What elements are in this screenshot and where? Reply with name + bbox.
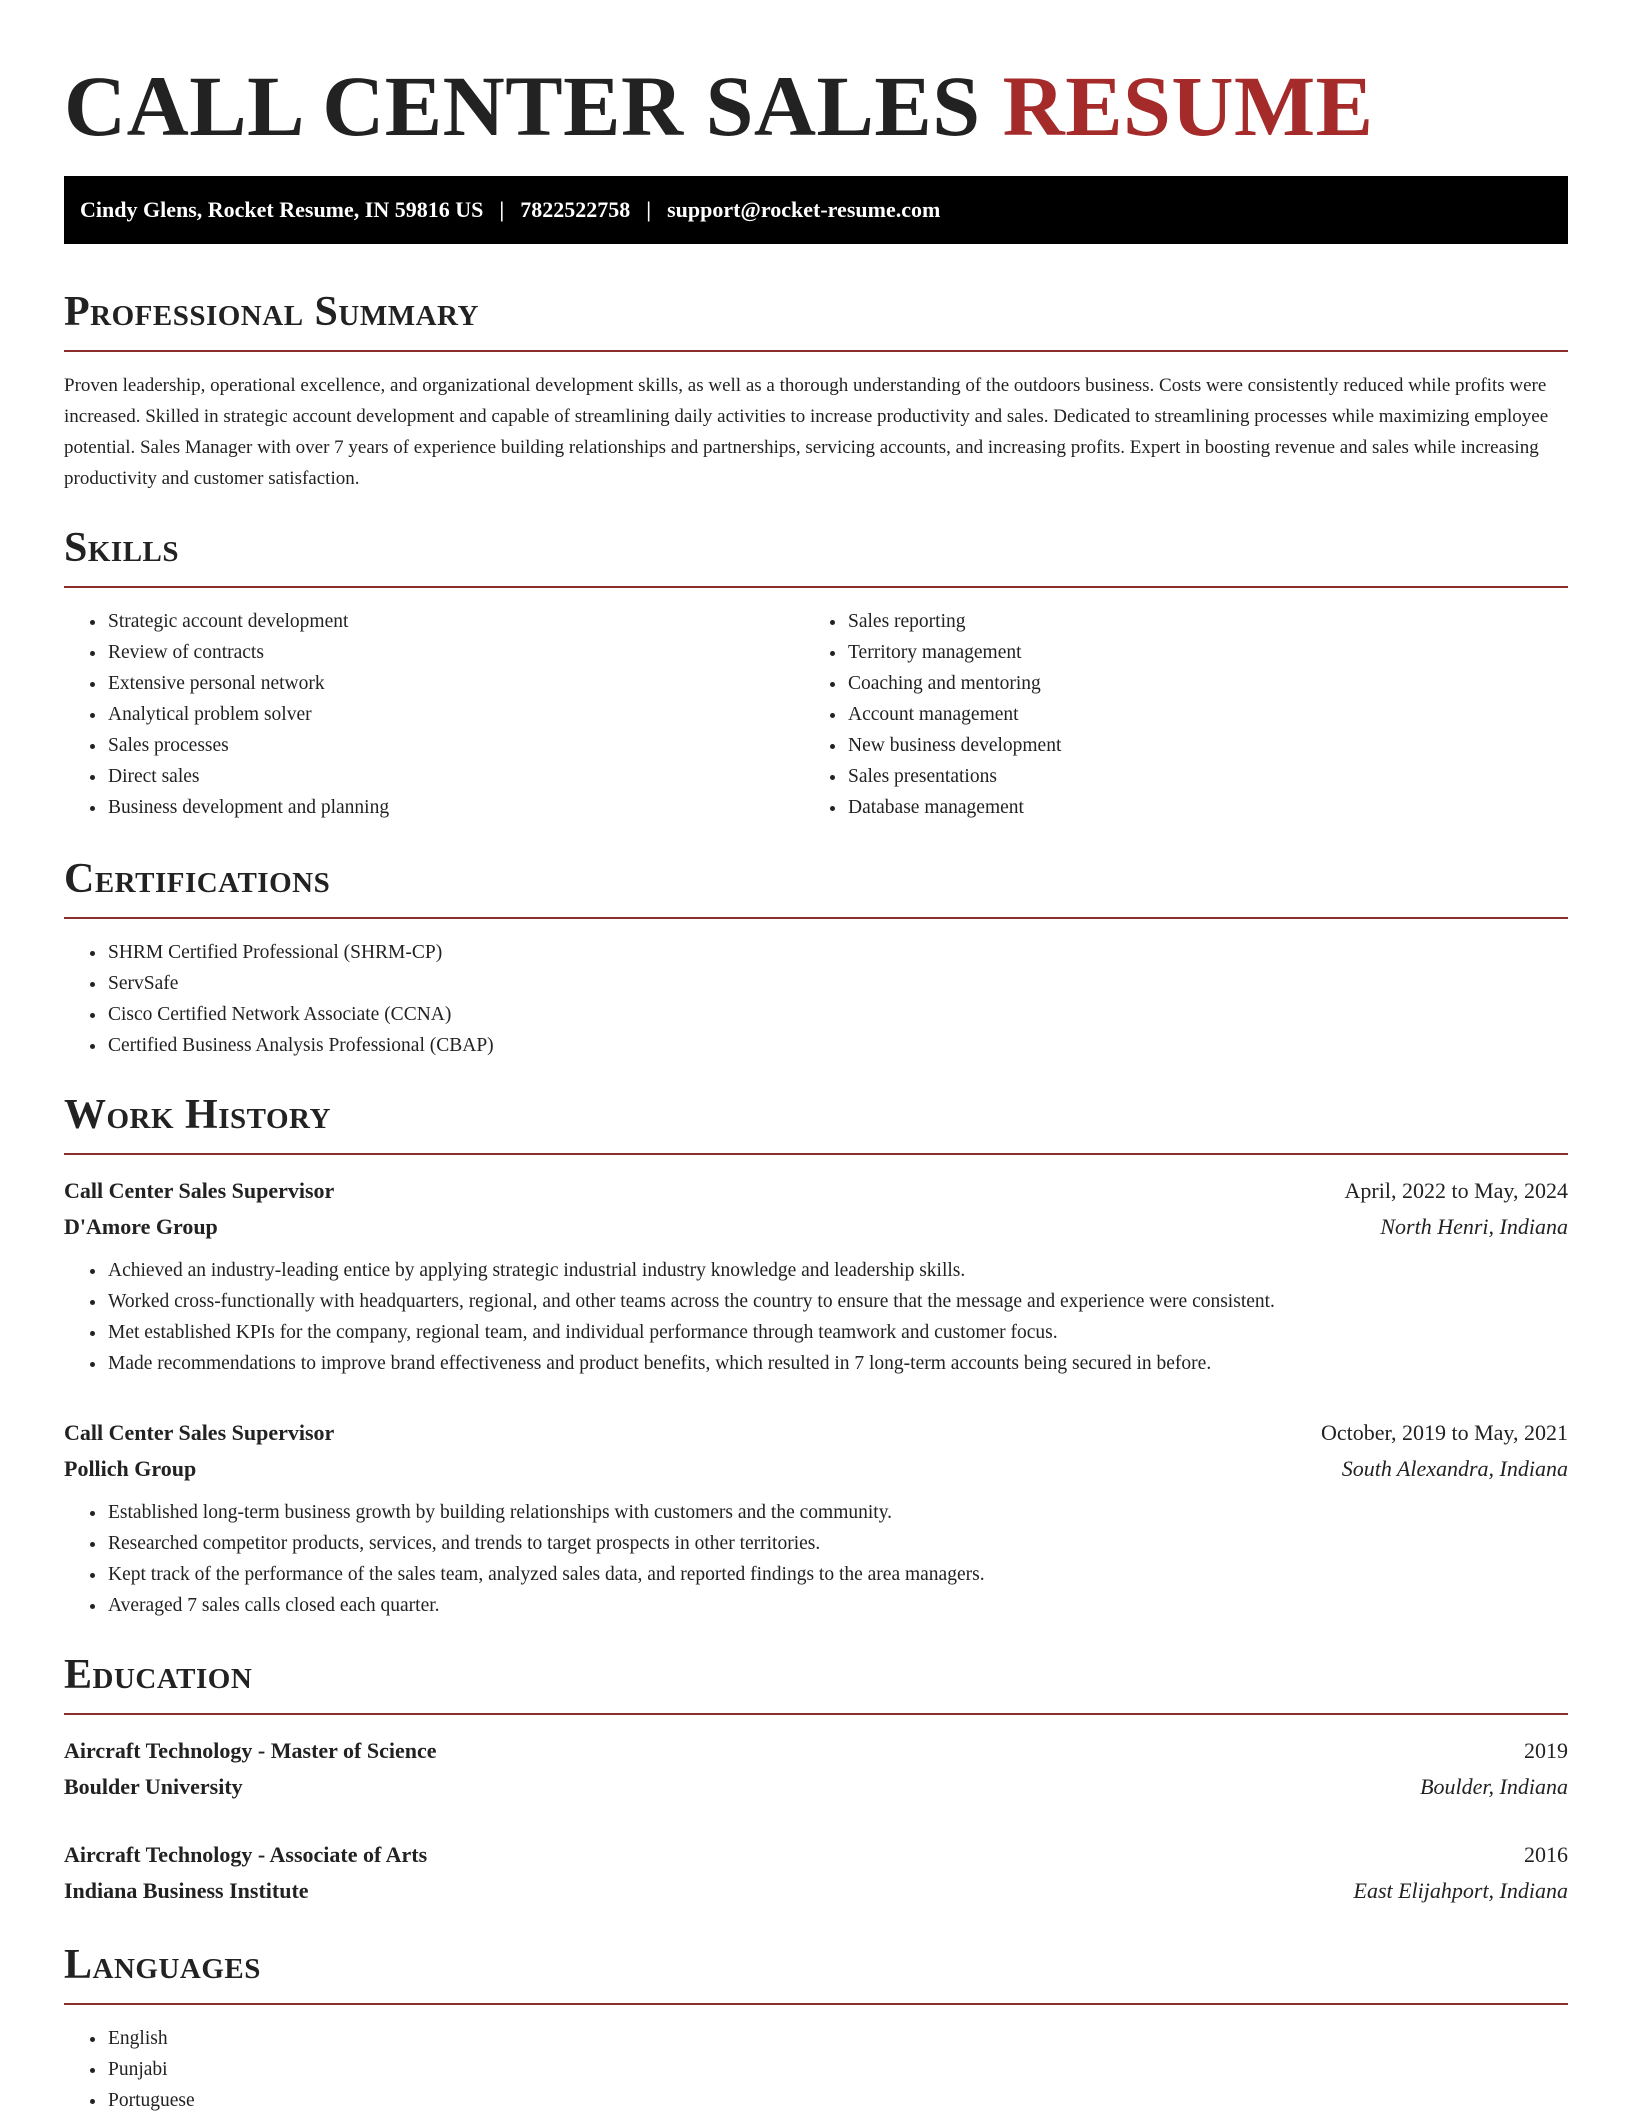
education-school: Boulder University	[64, 1774, 243, 1799]
skills-list-left	[64, 606, 804, 823]
job-location: North Henri, Indiana	[1380, 1214, 1568, 1239]
skill-item: • Sales reporting	[847, 606, 1568, 637]
work-history-section	[64, 1091, 1568, 1621]
summary-section	[64, 288, 1568, 494]
job-bullet: • Researched competitor products, services, and trends to target prospects in other territories.	[107, 1528, 1568, 1559]
job-company: D'Amore Group	[64, 1214, 218, 1239]
summary-text: Proven leadership, operational excellence, and organizational development skills, as well as a thorough understanding of the outdoors business. Costs were consistently reduced while profits were increased. Skilled in strategic account development and capable of streamlining daily activities to increase productivity and sales. Dedicated to streamlining processes while maximizing employee potential. Sales Manager with over 7 years of experience building relationships and partnerships, servicing accounts, and increasing profits. Expert in boosting revenue and sales while increasing productivity and customer satisfaction.	[64, 375, 1549, 489]
language-item: • Punjabi	[107, 2054, 1568, 2085]
skills-heading: Skills	[64, 525, 180, 571]
education-school: Indiana Business Institute	[64, 1878, 309, 1903]
job-bullets	[64, 1255, 1568, 1379]
job-entry	[64, 1415, 1568, 1621]
language-item: • English	[107, 2023, 1568, 2054]
title-main: CALL CENTER SALES	[64, 58, 981, 154]
job-bullet: • Met established KPIs for the company, regional team, and individual performance through teamwork and customer focus.	[107, 1317, 1568, 1348]
job-company: Pollich Group	[64, 1456, 197, 1481]
job-dates: April, 2022 to May, 2024	[1344, 1178, 1568, 1203]
skill-item: • Database management	[847, 792, 1568, 823]
skill-item: • New business development	[847, 730, 1568, 761]
certifications-list	[64, 937, 1568, 1061]
skill-item: • Review of contracts	[107, 637, 804, 668]
education-school-row	[64, 1873, 1568, 1909]
skill-item: • Territory management	[847, 637, 1568, 668]
contact-separator: |	[499, 197, 505, 222]
education-entry	[64, 1733, 1568, 1805]
education-location: East Elijahport, Indiana	[1353, 1878, 1568, 1903]
education-section	[64, 1651, 1568, 1909]
skills-section	[64, 524, 1568, 823]
education-location: Boulder, Indiana	[1420, 1774, 1568, 1799]
resume-title	[64, 0, 1568, 156]
certification-item: • SHRM Certified Professional (SHRM-CP)	[107, 937, 1568, 968]
job-bullet: • Averaged 7 sales calls closed each quarter.	[107, 1590, 1568, 1621]
summary-heading: Professional Summary	[64, 289, 479, 335]
job-title: Call Center Sales Supervisor	[64, 1178, 335, 1203]
contact-address: Cindy Glens, Rocket Resume, IN 59816 US	[80, 197, 484, 222]
languages-heading: Languages	[64, 1942, 261, 1988]
work-history-heading: Work History	[64, 1092, 331, 1138]
title-accent: RESUME	[1002, 58, 1374, 154]
contact-phone: 7822522758	[520, 197, 631, 222]
skill-item: • Strategic account development	[107, 606, 804, 637]
education-degree-row	[64, 1837, 1568, 1873]
education-degree: Aircraft Technology - Master of Science	[64, 1738, 437, 1763]
certifications-section	[64, 855, 1568, 1061]
certification-item: • ServSafe	[107, 968, 1568, 999]
job-entry	[64, 1173, 1568, 1379]
job-bullets	[64, 1497, 1568, 1621]
skill-item: • Analytical problem solver	[107, 699, 804, 730]
section-divider	[64, 2003, 1568, 2005]
skills-grid	[64, 606, 1568, 823]
section-divider	[64, 1713, 1568, 1715]
education-heading: Education	[64, 1652, 253, 1698]
job-dates: October, 2019 to May, 2021	[1321, 1420, 1568, 1445]
certifications-heading: Certifications	[64, 856, 331, 902]
skill-item: • Sales presentations	[847, 761, 1568, 792]
job-header-row	[64, 1415, 1568, 1451]
education-school-row	[64, 1769, 1568, 1805]
skill-item: • Business development and planning	[107, 792, 804, 823]
skill-item: • Account management	[847, 699, 1568, 730]
language-item: • Portuguese	[107, 2085, 1568, 2116]
skills-list-right	[804, 606, 1568, 823]
skill-item: • Direct sales	[107, 761, 804, 792]
languages-section	[64, 1941, 1568, 2116]
certification-item: • Cisco Certified Network Associate (CCNA)	[107, 999, 1568, 1030]
section-divider	[64, 350, 1568, 352]
education-year: 2016	[1524, 1842, 1568, 1867]
contact-bar	[64, 176, 1568, 244]
section-divider	[64, 586, 1568, 588]
job-bullet: • Achieved an industry-leading entice by applying strategic industrial industry knowledge and leadership skills.	[107, 1255, 1568, 1286]
job-company-row	[64, 1451, 1568, 1487]
skill-item: • Sales processes	[107, 730, 804, 761]
section-divider	[64, 1153, 1568, 1155]
job-bullet: • Established long-term business growth by building relationships with customers and the community.	[107, 1497, 1568, 1528]
education-entry	[64, 1837, 1568, 1909]
contact-email: support@rocket-resume.com	[667, 197, 941, 222]
contact-separator: |	[646, 197, 652, 222]
education-degree: Aircraft Technology - Associate of Arts	[64, 1842, 428, 1867]
section-divider	[64, 917, 1568, 919]
languages-list	[64, 2023, 1568, 2116]
job-company-row	[64, 1209, 1568, 1245]
job-bullet: • Kept track of the performance of the sales team, analyzed sales data, and reported findings to the area managers.	[107, 1559, 1568, 1590]
job-location: South Alexandra, Indiana	[1341, 1456, 1568, 1481]
education-degree-row	[64, 1733, 1568, 1769]
education-year: 2019	[1524, 1738, 1568, 1763]
job-header-row	[64, 1173, 1568, 1209]
certification-item: • Certified Business Analysis Professional (CBAP)	[107, 1030, 1568, 1061]
job-title: Call Center Sales Supervisor	[64, 1420, 335, 1445]
job-bullet: • Made recommendations to improve brand effectiveness and product benefits, which resulted in 7 long-term accounts being secured in before.	[107, 1348, 1568, 1379]
job-bullet: • Worked cross-functionally with headquarters, regional, and other teams across the country to ensure that the message and experience were consistent.	[107, 1286, 1568, 1317]
skill-item: • Extensive personal network	[107, 668, 804, 699]
skill-item: • Coaching and mentoring	[847, 668, 1568, 699]
